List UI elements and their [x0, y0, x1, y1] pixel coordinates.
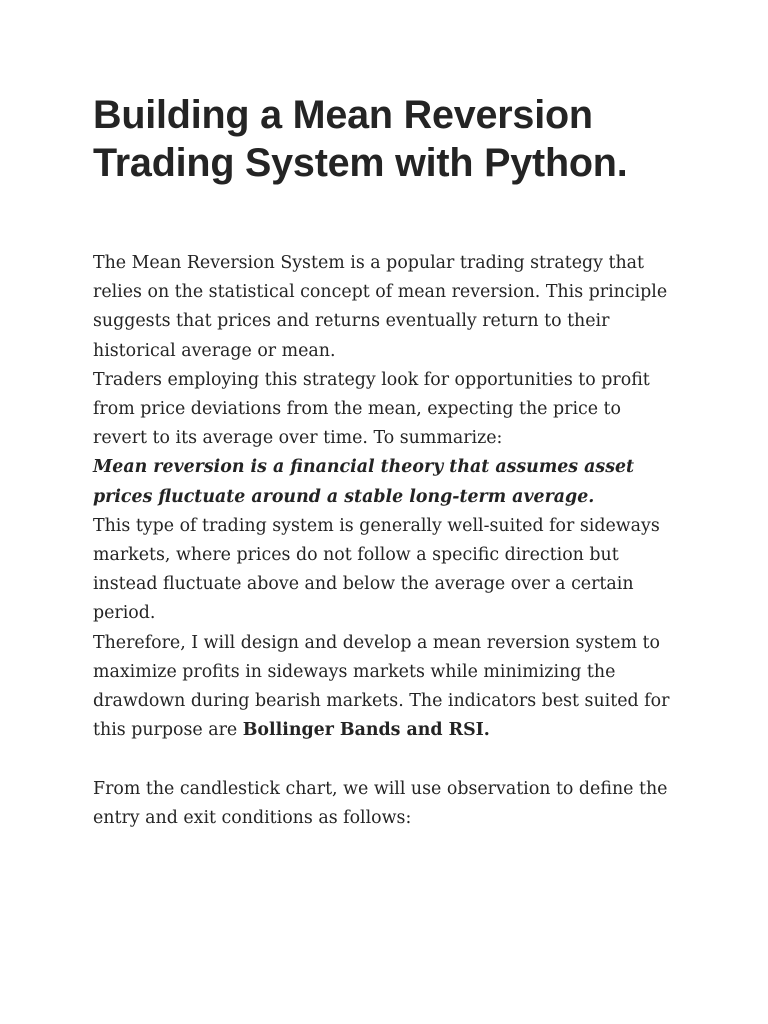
paragraph-candlestick: From the candlestick chart, we will use observation to define the entry and exit conditions as follows:	[93, 778, 668, 828]
article-body	[93, 249, 678, 833]
paragraph-sideways-markets: This type of trading system is generally well-suited for sideways markets, where prices do not follow a specific direction but instead fluctuate above and below the average over a certain period.	[93, 515, 660, 624]
paragraph-traders: Traders employing this strategy look for opportunities to profit from price deviations from the mean, expecting the price to revert to its average over time. To summarize:	[93, 369, 650, 449]
article	[93, 0, 678, 833]
paragraph-intro: The Mean Reversion System is a popular trading strategy that relies on the statistical concept of mean reversion. This principle suggests that prices and returns eventually return to their historical average or mean.	[93, 253, 668, 361]
article-title: Building a Mean Reversion Trading System with Python.	[93, 93, 628, 185]
indicators-bold-text: Bollinger Bands and RSI.	[242, 720, 490, 741]
paragraph-indicators	[93, 629, 678, 746]
paragraph-definition-emphasis: Mean reversion is a financial theory that assumes asset prices fluctuate around a stable long-term average.	[93, 457, 635, 507]
paragraph-indicators-text: Therefore, I will design and develop a mean reversion system to maximize profits in sideways markets while minimizing the drawdown during bearish markets. The indicators best suited for this purpose are	[93, 632, 670, 741]
